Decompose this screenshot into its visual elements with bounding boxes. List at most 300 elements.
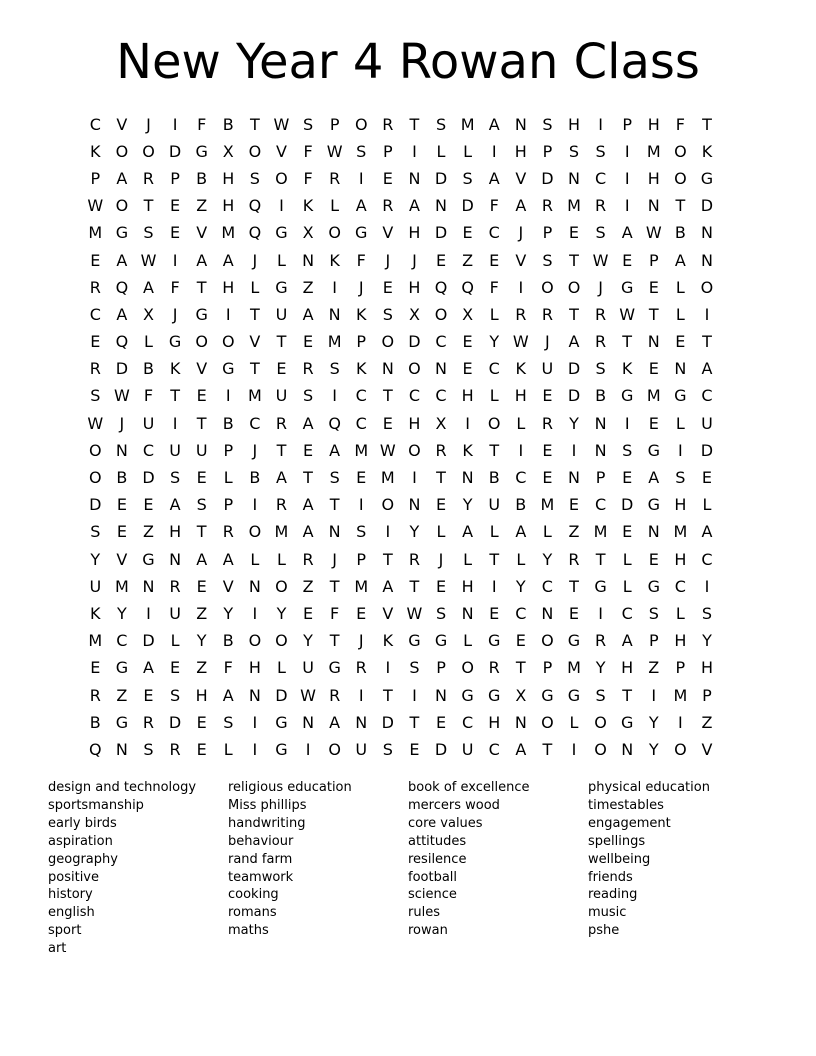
grid-letter[interactable]: E: [462, 223, 473, 243]
grid-letter[interactable]: N: [408, 168, 421, 188]
grid-letter[interactable]: Z: [143, 522, 154, 542]
grid-letter[interactable]: R: [275, 495, 288, 515]
grid-letter[interactable]: O: [541, 631, 554, 651]
grid-letter[interactable]: S: [595, 223, 606, 243]
grid-letter[interactable]: M: [567, 196, 581, 216]
grid-letter[interactable]: I: [172, 413, 178, 433]
grid-letter[interactable]: E: [542, 468, 553, 488]
grid-letter[interactable]: O: [541, 277, 554, 297]
grid-letter[interactable]: I: [571, 739, 577, 759]
grid-letter[interactable]: C: [621, 603, 633, 623]
grid-letter[interactable]: P: [436, 658, 446, 678]
grid-letter[interactable]: A: [701, 522, 713, 542]
grid-letter[interactable]: N: [169, 549, 182, 569]
grid-letter[interactable]: L: [276, 549, 286, 569]
grid-letter[interactable]: J: [119, 413, 125, 433]
grid-letter[interactable]: B: [222, 413, 234, 433]
grid-letter[interactable]: R: [435, 440, 447, 460]
grid-letter[interactable]: S: [435, 603, 447, 623]
grid-letter[interactable]: O: [354, 114, 368, 134]
grid-letter[interactable]: K: [382, 631, 394, 651]
grid-letter[interactable]: D: [381, 712, 394, 732]
grid-letter[interactable]: V: [222, 576, 234, 596]
grid-letter[interactable]: S: [675, 468, 686, 488]
grid-letter[interactable]: C: [515, 468, 527, 488]
grid-letter[interactable]: D: [142, 468, 155, 488]
grid-letter[interactable]: N: [647, 522, 660, 542]
grid-letter[interactable]: D: [115, 359, 129, 379]
grid-letter[interactable]: U: [275, 304, 288, 324]
grid-letter[interactable]: A: [143, 658, 154, 678]
grid-letter[interactable]: L: [516, 549, 526, 569]
grid-letter[interactable]: G: [115, 223, 129, 243]
grid-letter[interactable]: C: [462, 712, 474, 732]
grid-letter[interactable]: I: [518, 440, 524, 460]
grid-letter[interactable]: I: [252, 495, 258, 515]
grid-letter[interactable]: Y: [223, 603, 234, 623]
grid-letter[interactable]: B: [222, 114, 234, 134]
grid-letter[interactable]: U: [169, 440, 181, 460]
grid-letter[interactable]: S: [170, 685, 181, 705]
grid-letter[interactable]: A: [116, 168, 128, 188]
grid-letter[interactable]: L: [463, 141, 473, 161]
grid-letter[interactable]: N: [248, 576, 261, 596]
grid-letter[interactable]: U: [195, 440, 208, 460]
grid-letter[interactable]: P: [675, 658, 686, 678]
grid-letter[interactable]: A: [116, 250, 128, 270]
grid-letter[interactable]: E: [622, 522, 633, 542]
grid-letter[interactable]: R: [89, 359, 101, 379]
grid-letter[interactable]: T: [648, 304, 659, 324]
grid-letter[interactable]: W: [592, 250, 609, 270]
grid-letter[interactable]: M: [460, 114, 475, 134]
grid-letter[interactable]: O: [381, 495, 395, 515]
grid-letter[interactable]: V: [515, 250, 527, 270]
grid-letter[interactable]: T: [382, 549, 393, 569]
grid-letter[interactable]: G: [275, 223, 288, 243]
grid-letter[interactable]: L: [542, 522, 552, 542]
grid-letter[interactable]: N: [621, 739, 634, 759]
grid-letter[interactable]: T: [303, 468, 313, 488]
grid-letter[interactable]: T: [249, 114, 260, 134]
grid-letter[interactable]: E: [170, 658, 181, 678]
grid-letter[interactable]: C: [488, 223, 500, 243]
grid-letter[interactable]: E: [302, 332, 314, 352]
grid-letter[interactable]: G: [355, 223, 368, 243]
grid-letter[interactable]: O: [700, 277, 714, 297]
grid-letter[interactable]: V: [116, 549, 128, 569]
grid-letter[interactable]: N: [461, 468, 474, 488]
grid-letter[interactable]: J: [412, 250, 417, 270]
grid-letter[interactable]: A: [116, 304, 128, 324]
grid-letter[interactable]: S: [356, 141, 367, 161]
grid-letter[interactable]: N: [248, 685, 261, 705]
grid-letter[interactable]: E: [90, 250, 101, 270]
grid-letter[interactable]: S: [648, 603, 659, 623]
grid-letter[interactable]: G: [647, 495, 660, 515]
grid-letter[interactable]: W: [379, 440, 396, 460]
grid-letter[interactable]: R: [142, 712, 155, 732]
grid-letter[interactable]: C: [435, 386, 447, 406]
grid-letter[interactable]: T: [276, 440, 287, 460]
grid-letter[interactable]: X: [515, 685, 527, 705]
grid-letter[interactable]: N: [328, 304, 341, 324]
grid-letter[interactable]: N: [435, 196, 447, 216]
grid-letter[interactable]: A: [355, 196, 367, 216]
grid-letter[interactable]: O: [381, 332, 395, 352]
grid-letter[interactable]: N: [115, 440, 128, 460]
grid-letter[interactable]: N: [302, 712, 315, 732]
grid-letter[interactable]: J: [146, 114, 151, 134]
grid-letter[interactable]: P: [383, 141, 393, 161]
grid-letter[interactable]: D: [621, 495, 634, 515]
grid-letter[interactable]: R: [515, 304, 527, 324]
grid-letter[interactable]: C: [355, 386, 367, 406]
grid-letter[interactable]: I: [412, 141, 417, 161]
grid-letter[interactable]: S: [409, 658, 420, 678]
grid-letter[interactable]: E: [302, 440, 314, 460]
grid-letter[interactable]: N: [700, 250, 713, 270]
grid-letter[interactable]: Y: [542, 549, 553, 569]
grid-letter[interactable]: K: [355, 359, 367, 379]
grid-letter[interactable]: T: [329, 576, 340, 596]
grid-letter[interactable]: A: [329, 440, 341, 460]
grid-letter[interactable]: S: [701, 603, 713, 623]
grid-letter[interactable]: I: [624, 413, 630, 433]
grid-letter[interactable]: H: [461, 386, 474, 406]
grid-letter[interactable]: R: [302, 359, 314, 379]
grid-letter[interactable]: O: [408, 440, 421, 460]
grid-letter[interactable]: G: [434, 631, 448, 651]
grid-letter[interactable]: W: [113, 386, 130, 406]
grid-letter[interactable]: L: [489, 304, 499, 324]
grid-letter[interactable]: T: [702, 332, 712, 352]
grid-letter[interactable]: O: [567, 277, 581, 297]
grid-letter[interactable]: W: [87, 413, 104, 433]
grid-letter[interactable]: L: [675, 603, 685, 623]
grid-letter[interactable]: R: [142, 168, 155, 188]
grid-letter[interactable]: A: [621, 631, 633, 651]
grid-letter[interactable]: C: [594, 168, 607, 188]
grid-letter[interactable]: Y: [117, 603, 127, 623]
grid-letter[interactable]: Z: [196, 603, 208, 623]
grid-letter[interactable]: T: [249, 304, 260, 324]
grid-letter[interactable]: L: [675, 304, 685, 324]
grid-letter[interactable]: T: [409, 576, 420, 596]
grid-letter[interactable]: W: [140, 250, 157, 270]
grid-letter[interactable]: X: [462, 304, 474, 324]
grid-letter[interactable]: E: [648, 277, 659, 297]
grid-letter[interactable]: G: [275, 712, 288, 732]
grid-letter[interactable]: P: [648, 631, 659, 651]
grid-letter[interactable]: P: [595, 468, 606, 488]
grid-letter[interactable]: B: [249, 468, 261, 488]
grid-letter[interactable]: E: [356, 603, 367, 623]
grid-letter[interactable]: I: [252, 739, 258, 759]
grid-letter[interactable]: I: [704, 304, 710, 324]
grid-letter[interactable]: O: [115, 141, 129, 161]
grid-letter[interactable]: H: [222, 277, 235, 297]
grid-letter[interactable]: H: [674, 631, 687, 651]
grid-letter[interactable]: E: [276, 359, 287, 379]
grid-letter[interactable]: I: [465, 413, 470, 433]
grid-letter[interactable]: M: [221, 223, 236, 243]
grid-letter[interactable]: Y: [196, 631, 207, 651]
grid-letter[interactable]: S: [595, 359, 606, 379]
grid-letter[interactable]: X: [435, 413, 447, 433]
grid-letter[interactable]: R: [568, 549, 580, 569]
grid-letter[interactable]: L: [276, 658, 286, 678]
grid-letter[interactable]: A: [302, 522, 314, 542]
grid-letter[interactable]: O: [434, 304, 448, 324]
grid-letter[interactable]: E: [382, 277, 393, 297]
grid-letter[interactable]: B: [222, 631, 234, 651]
grid-letter[interactable]: D: [275, 685, 288, 705]
grid-letter[interactable]: L: [622, 549, 632, 569]
grid-letter[interactable]: I: [624, 141, 630, 161]
grid-letter[interactable]: A: [302, 495, 314, 515]
grid-letter[interactable]: U: [355, 739, 368, 759]
grid-letter[interactable]: G: [115, 658, 129, 678]
grid-letter[interactable]: T: [143, 196, 154, 216]
grid-letter[interactable]: O: [275, 576, 288, 596]
grid-letter[interactable]: Y: [648, 739, 659, 759]
grid-letter[interactable]: E: [435, 712, 447, 732]
grid-letter[interactable]: H: [514, 141, 527, 161]
grid-letter[interactable]: S: [90, 386, 101, 406]
grid-letter[interactable]: M: [354, 576, 369, 596]
grid-letter[interactable]: N: [514, 712, 527, 732]
grid-letter[interactable]: T: [515, 658, 526, 678]
grid-letter[interactable]: I: [412, 685, 417, 705]
grid-letter[interactable]: J: [252, 440, 258, 460]
grid-letter[interactable]: E: [435, 495, 447, 515]
grid-letter[interactable]: E: [302, 603, 314, 623]
grid-letter[interactable]: T: [489, 440, 500, 460]
grid-letter[interactable]: K: [515, 359, 527, 379]
grid-letter[interactable]: M: [247, 386, 262, 406]
grid-letter[interactable]: N: [568, 168, 580, 188]
grid-letter[interactable]: T: [196, 413, 207, 433]
grid-letter[interactable]: M: [673, 685, 688, 705]
grid-letter[interactable]: S: [542, 114, 553, 134]
grid-letter[interactable]: C: [408, 386, 420, 406]
grid-letter[interactable]: T: [329, 495, 340, 515]
grid-letter[interactable]: G: [275, 739, 288, 759]
grid-letter[interactable]: S: [435, 114, 447, 134]
grid-letter[interactable]: L: [569, 712, 579, 732]
grid-letter[interactable]: B: [488, 468, 500, 488]
grid-letter[interactable]: G: [488, 631, 501, 651]
grid-letter[interactable]: J: [385, 250, 391, 270]
grid-letter[interactable]: I: [225, 386, 231, 406]
grid-letter[interactable]: J: [172, 304, 178, 324]
grid-letter[interactable]: E: [356, 468, 367, 488]
grid-letter[interactable]: Y: [595, 658, 606, 678]
grid-letter[interactable]: C: [488, 359, 500, 379]
grid-letter[interactable]: P: [542, 141, 553, 161]
grid-letter[interactable]: I: [678, 712, 683, 732]
grid-letter[interactable]: E: [489, 250, 500, 270]
grid-letter[interactable]: E: [196, 468, 207, 488]
grid-letter[interactable]: M: [593, 522, 608, 542]
grid-letter[interactable]: F: [489, 196, 499, 216]
grid-letter[interactable]: C: [515, 603, 527, 623]
grid-letter[interactable]: E: [143, 685, 154, 705]
grid-letter[interactable]: H: [700, 658, 713, 678]
grid-letter[interactable]: T: [622, 332, 633, 352]
grid-letter[interactable]: I: [225, 304, 231, 324]
grid-letter[interactable]: I: [651, 685, 657, 705]
grid-letter[interactable]: V: [275, 141, 287, 161]
grid-letter[interactable]: F: [197, 114, 207, 134]
grid-letter[interactable]: E: [622, 250, 633, 270]
grid-letter[interactable]: S: [622, 440, 633, 460]
grid-letter[interactable]: H: [169, 522, 182, 542]
grid-letter[interactable]: A: [488, 114, 500, 134]
grid-letter[interactable]: S: [356, 522, 367, 542]
grid-letter[interactable]: L: [489, 386, 499, 406]
grid-letter[interactable]: T: [569, 576, 579, 596]
grid-letter[interactable]: Q: [248, 223, 262, 243]
grid-letter[interactable]: N: [514, 114, 527, 134]
grid-letter[interactable]: P: [622, 114, 632, 134]
grid-letter[interactable]: V: [701, 739, 713, 759]
grid-letter[interactable]: E: [143, 495, 154, 515]
grid-letter[interactable]: T: [276, 332, 287, 352]
grid-letter[interactable]: M: [646, 386, 661, 406]
grid-letter[interactable]: R: [382, 196, 394, 216]
grid-letter[interactable]: S: [196, 495, 207, 515]
grid-letter[interactable]: S: [382, 739, 393, 759]
grid-letter[interactable]: R: [541, 413, 553, 433]
grid-letter[interactable]: N: [594, 440, 607, 460]
grid-letter[interactable]: G: [567, 631, 581, 651]
grid-letter[interactable]: K: [355, 304, 367, 324]
grid-letter[interactable]: Y: [648, 712, 659, 732]
grid-letter[interactable]: E: [675, 332, 686, 352]
grid-letter[interactable]: S: [302, 114, 314, 134]
grid-letter[interactable]: L: [223, 739, 233, 759]
grid-letter[interactable]: L: [276, 250, 286, 270]
grid-letter[interactable]: P: [542, 658, 553, 678]
grid-letter[interactable]: E: [568, 223, 580, 243]
grid-letter[interactable]: J: [518, 223, 524, 243]
grid-letter[interactable]: M: [567, 658, 581, 678]
grid-letter[interactable]: T: [382, 685, 393, 705]
grid-letter[interactable]: M: [88, 223, 103, 243]
grid-letter[interactable]: H: [567, 114, 580, 134]
grid-letter[interactable]: I: [598, 114, 603, 134]
grid-letter[interactable]: I: [172, 250, 178, 270]
grid-letter[interactable]: Z: [302, 277, 314, 297]
grid-letter[interactable]: E: [701, 468, 712, 488]
grid-letter[interactable]: N: [568, 468, 580, 488]
grid-letter[interactable]: G: [620, 386, 634, 406]
grid-letter[interactable]: O: [328, 223, 341, 243]
grid-letter[interactable]: N: [647, 332, 660, 352]
grid-letter[interactable]: S: [302, 386, 314, 406]
grid-letter[interactable]: E: [462, 359, 473, 379]
grid-letter[interactable]: I: [305, 739, 311, 759]
grid-letter[interactable]: I: [704, 576, 710, 596]
grid-letter[interactable]: A: [515, 739, 527, 759]
grid-letter[interactable]: F: [143, 386, 154, 406]
grid-letter[interactable]: W: [619, 304, 636, 324]
grid-letter[interactable]: K: [169, 359, 181, 379]
grid-letter[interactable]: V: [382, 223, 394, 243]
grid-letter[interactable]: E: [648, 549, 659, 569]
grid-letter[interactable]: Q: [89, 739, 102, 759]
grid-letter[interactable]: H: [488, 712, 501, 732]
grid-letter[interactable]: G: [328, 658, 341, 678]
grid-letter[interactable]: Q: [115, 277, 129, 297]
grid-letter[interactable]: H: [408, 277, 421, 297]
grid-letter[interactable]: E: [90, 658, 101, 678]
grid-letter[interactable]: L: [702, 495, 712, 515]
grid-letter[interactable]: H: [222, 196, 235, 216]
grid-letter[interactable]: B: [116, 468, 128, 488]
grid-letter[interactable]: M: [88, 631, 103, 651]
grid-letter[interactable]: D: [461, 196, 474, 216]
grid-letter[interactable]: U: [488, 495, 501, 515]
grid-letter[interactable]: Y: [303, 631, 313, 651]
grid-letter[interactable]: U: [275, 386, 288, 406]
grid-letter[interactable]: C: [594, 495, 607, 515]
grid-letter[interactable]: K: [329, 250, 340, 270]
grid-letter[interactable]: O: [594, 739, 607, 759]
grid-letter[interactable]: T: [569, 250, 579, 270]
grid-letter[interactable]: H: [674, 549, 687, 569]
grid-letter[interactable]: G: [567, 685, 581, 705]
grid-letter[interactable]: W: [273, 114, 290, 134]
grid-letter[interactable]: L: [675, 277, 685, 297]
grid-letter[interactable]: A: [568, 332, 580, 352]
grid-letter[interactable]: D: [408, 332, 421, 352]
grid-letter[interactable]: A: [515, 522, 527, 542]
grid-letter[interactable]: E: [116, 495, 127, 515]
grid-letter[interactable]: R: [408, 549, 420, 569]
grid-letter[interactable]: Q: [328, 413, 341, 433]
grid-letter[interactable]: E: [542, 386, 553, 406]
grid-letter[interactable]: G: [647, 576, 660, 596]
grid-letter[interactable]: Z: [462, 250, 474, 270]
grid-letter[interactable]: A: [169, 495, 181, 515]
grid-letter[interactable]: U: [142, 413, 155, 433]
grid-letter[interactable]: O: [674, 739, 687, 759]
grid-letter[interactable]: M: [274, 522, 289, 542]
grid-letter[interactable]: N: [355, 712, 368, 732]
grid-letter[interactable]: R: [89, 685, 101, 705]
grid-letter[interactable]: L: [250, 277, 260, 297]
grid-letter[interactable]: I: [624, 168, 630, 188]
grid-letter[interactable]: F: [170, 277, 180, 297]
grid-letter[interactable]: N: [594, 413, 607, 433]
grid-letter[interactable]: T: [702, 114, 712, 134]
grid-letter[interactable]: I: [518, 277, 524, 297]
grid-letter[interactable]: C: [355, 413, 367, 433]
grid-letter[interactable]: N: [674, 359, 687, 379]
grid-letter[interactable]: A: [382, 576, 394, 596]
grid-letter[interactable]: B: [196, 168, 208, 188]
grid-letter[interactable]: O: [674, 141, 687, 161]
grid-letter[interactable]: T: [622, 685, 633, 705]
grid-letter[interactable]: W: [300, 685, 316, 705]
grid-letter[interactable]: H: [647, 114, 660, 134]
grid-letter[interactable]: I: [598, 603, 603, 623]
grid-letter[interactable]: R: [595, 304, 607, 324]
grid-letter[interactable]: M: [354, 440, 369, 460]
